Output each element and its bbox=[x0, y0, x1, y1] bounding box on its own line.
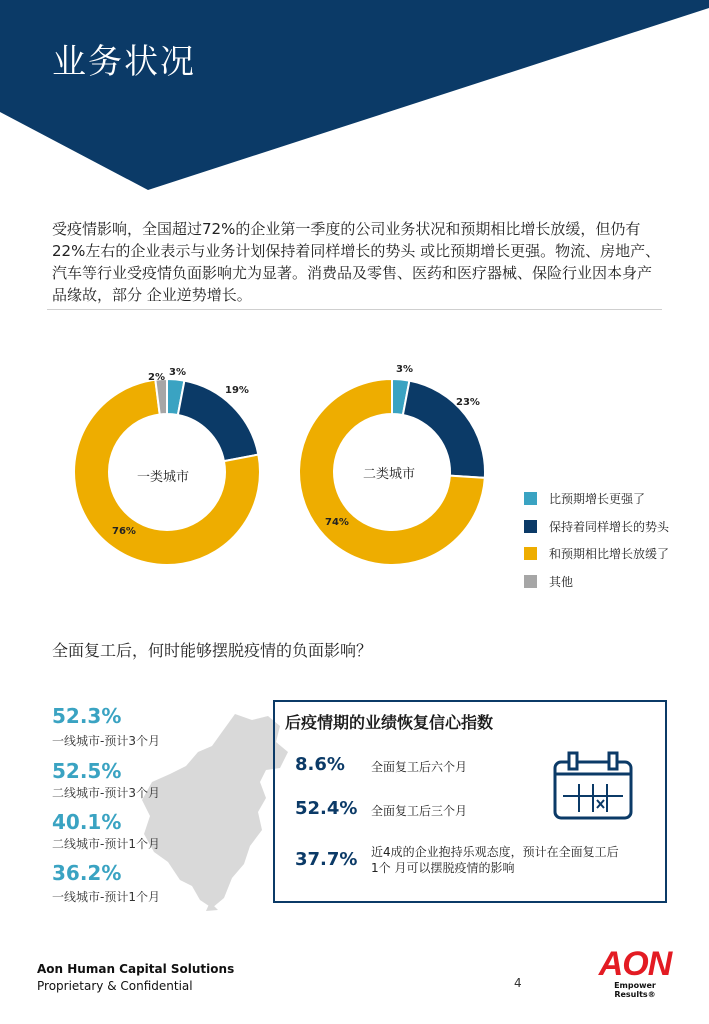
panel-percent: 8.6% bbox=[295, 754, 345, 775]
data-label-same: 19% bbox=[225, 385, 249, 396]
panel-label: 全面复工后三个月 bbox=[371, 804, 468, 818]
stat-percent: 52.3% bbox=[52, 704, 122, 728]
stat-label: 一线城市-预计3个月 bbox=[52, 734, 160, 748]
legend-item bbox=[524, 568, 669, 596]
legend-label: 保持着同样增长的势头 bbox=[549, 519, 670, 534]
footer-confidential: Proprietary & Confidential bbox=[37, 979, 193, 993]
aon-logo bbox=[594, 947, 676, 999]
page-number: 4 bbox=[514, 976, 522, 990]
data-label-slower: 74% bbox=[325, 517, 349, 528]
data-label-more: 3% bbox=[396, 364, 413, 375]
legend-label: 和预期相比增长放缓了 bbox=[549, 547, 670, 562]
stat-label: 二线城市-预计1个月 bbox=[52, 837, 160, 851]
logo-tagline: Empower Results® bbox=[614, 981, 656, 999]
legend-swatch bbox=[524, 575, 537, 588]
data-label-slower: 76% bbox=[112, 526, 136, 537]
stat-percent: 36.2% bbox=[52, 861, 122, 885]
footer-company: Aon Human Capital Solutions bbox=[37, 962, 235, 976]
panel-label: 近4成的企业抱持乐观态度，预计在全面复工后1个 月可以摆脱疫情的影响 bbox=[371, 845, 619, 875]
chart-legend bbox=[524, 485, 669, 595]
legend-label: 比预期增长更强了 bbox=[549, 492, 646, 507]
slice-same-growth bbox=[403, 381, 485, 478]
legend-label: 其他 bbox=[549, 574, 574, 589]
legend-swatch bbox=[524, 520, 537, 533]
data-label-other: 2% bbox=[148, 372, 165, 383]
stat-percent: 52.5% bbox=[52, 759, 122, 783]
legend-item bbox=[524, 540, 669, 568]
intro-paragraph: 受疫情影响，全国超过72%的企业第一季度的公司业务状况和预期相比增长放缓，但仍有22%左右的企业表示与业务计划保持着同样增长的势头 或比预期增长更强。物流、房地产、汽车等行业受疫情负面影响尤为显著。消费品及零售、医药和医疗器械、保险行业因本身产品缘故，部分 企业逆势增长。 bbox=[52, 220, 661, 304]
legend-item bbox=[524, 485, 669, 513]
confidence-index-panel bbox=[273, 700, 667, 903]
donut-center-label: 二类城市 bbox=[363, 467, 416, 482]
stat-percent: 40.1% bbox=[52, 810, 122, 834]
logo-wordmark: AON bbox=[598, 945, 672, 983]
panel-label: 全面复工后六个月 bbox=[371, 760, 468, 774]
legend-swatch bbox=[524, 492, 537, 505]
legend-item bbox=[524, 513, 669, 541]
calendar-icon bbox=[551, 750, 635, 822]
page-title: 业务状况 bbox=[52, 42, 196, 82]
panel-percent: 37.7% bbox=[295, 849, 358, 870]
donut-center-label: 一类城市 bbox=[137, 470, 190, 485]
china-map-icon bbox=[140, 712, 290, 912]
legend-swatch bbox=[524, 547, 537, 560]
header-banner bbox=[0, 0, 709, 190]
stat-label: 一线城市-预计1个月 bbox=[52, 890, 160, 904]
divider bbox=[47, 309, 662, 310]
panel-percent: 52.4% bbox=[295, 798, 358, 819]
panel-title: 后疫情期的业绩恢复信心指数 bbox=[285, 713, 494, 732]
data-label-same: 23% bbox=[456, 397, 480, 408]
data-label-more: 3% bbox=[169, 367, 186, 378]
stat-label: 二线城市-预计3个月 bbox=[52, 786, 160, 800]
section-question: 全面复工后，何时能够摆脱疫情的负面影响？ bbox=[52, 641, 373, 660]
